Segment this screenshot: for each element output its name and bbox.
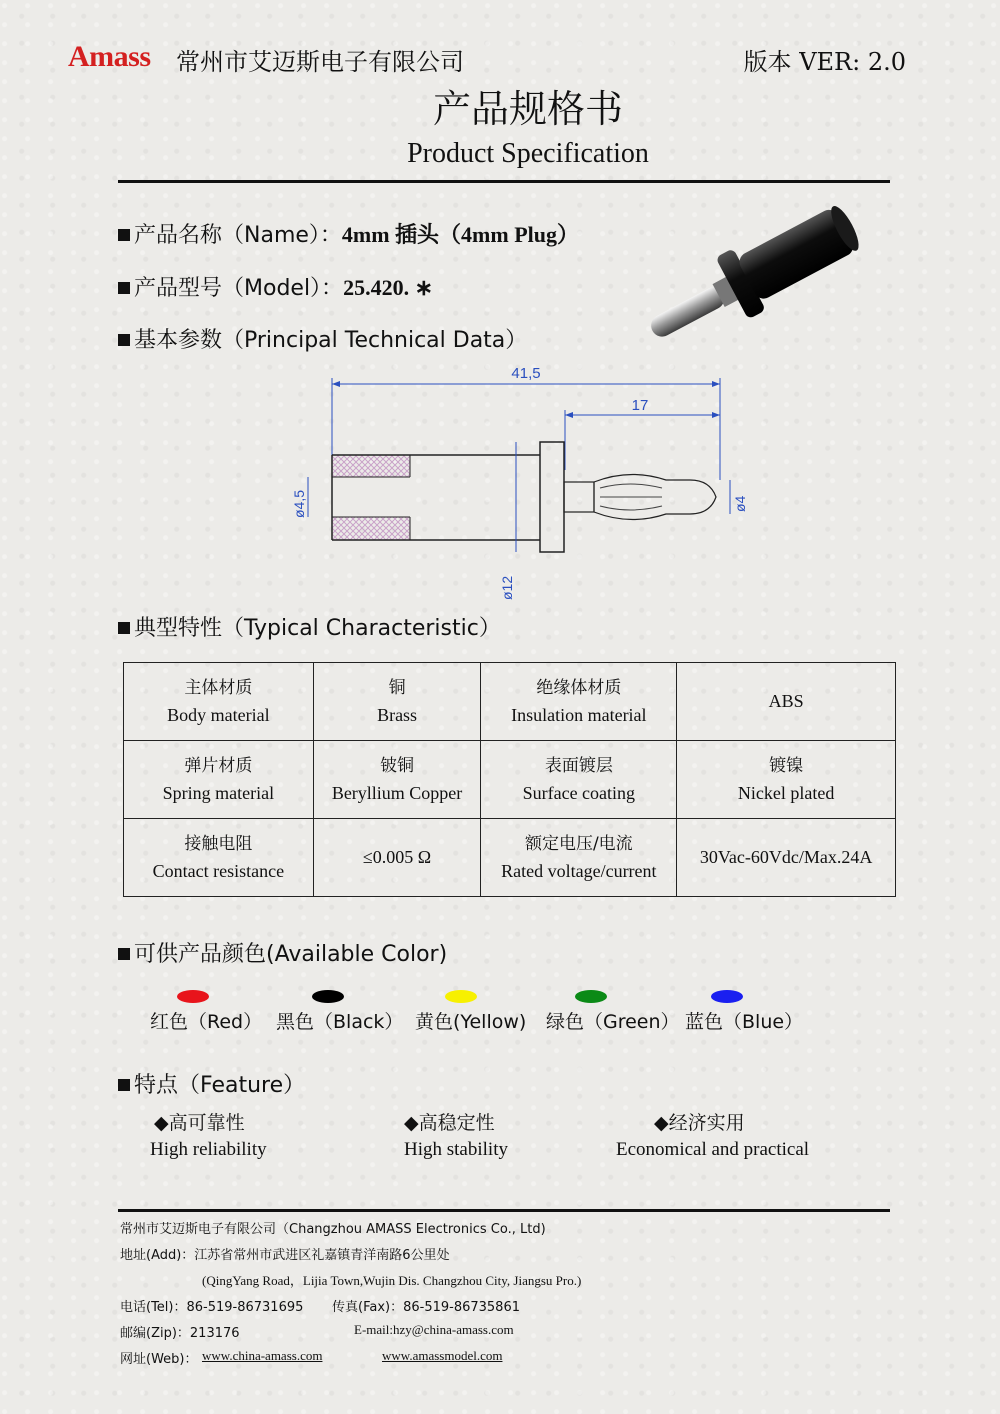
- product-name-value: 4mm 插头（4mm Plug）: [341, 222, 579, 247]
- table-row: [124, 819, 896, 897]
- bullet-square-icon: [118, 282, 130, 294]
- footer-divider: [118, 1209, 890, 1212]
- bullet-square-icon: [118, 1079, 130, 1091]
- product-name-row: [118, 218, 579, 249]
- spec-table: [123, 662, 896, 897]
- technical-drawing: [290, 360, 760, 610]
- table-cell: ABS: [677, 663, 896, 741]
- color-option-black: [276, 990, 403, 1034]
- color-label: 黄色(Yellow): [415, 1011, 527, 1033]
- version-label: 版本 VER: 2.0: [743, 48, 906, 76]
- product-name-label: 产品名称（Name）：: [134, 223, 342, 248]
- dim-total-label: 41,5: [511, 365, 541, 382]
- colors-label: 可供产品颜色(Available Color): [134, 942, 448, 967]
- bullet-square-icon: [118, 334, 130, 346]
- color-option-green: [546, 990, 680, 1034]
- footer-address: 地址(Add)：江苏省常州市武进区礼嘉镇青洋南路6公里处: [120, 1248, 450, 1263]
- colors-heading: [118, 937, 447, 968]
- feature-en: Economical and practical: [616, 1139, 810, 1160]
- company-name: 常州市艾迈斯电子有限公司: [176, 48, 464, 76]
- yellow-swatch-icon: [445, 990, 477, 1003]
- footer-email[interactable]: E-mail:hzy@china-amass.com: [354, 1322, 514, 1337]
- dim-pin-label: 17: [631, 397, 649, 414]
- table-cell: 铜 Brass: [313, 663, 481, 741]
- feature-label: 特点（Feature）: [134, 1073, 306, 1098]
- page-title-en: Product Specification: [407, 138, 649, 169]
- principal-data-heading: [118, 323, 527, 354]
- footer-address-en: (QingYang Road，Lijia Town,Wujin Dis. Changzhou City, Jiangsu Pro.): [202, 1273, 582, 1288]
- bullet-square-icon: [118, 229, 130, 241]
- black-swatch-icon: [312, 990, 344, 1003]
- table-cell: 绝缘体材质 Insulation material: [481, 663, 677, 741]
- bullet-square-icon: [118, 622, 130, 634]
- color-option-yellow: [415, 990, 526, 1034]
- color-option-blue: [685, 990, 803, 1034]
- feature-item: [404, 1108, 508, 1161]
- red-swatch-icon: [177, 990, 209, 1003]
- color-label: 红色（Red）: [150, 1011, 263, 1033]
- table-cell: ≤0.005 Ω: [313, 819, 481, 897]
- table-cell: 弹片材质 Spring material: [124, 741, 314, 819]
- feature-en: High stability: [404, 1139, 508, 1160]
- blue-swatch-icon: [711, 990, 743, 1003]
- table-cell: 额定电压/电流 Rated voltage/current: [481, 819, 677, 897]
- bullet-square-icon: [118, 948, 130, 960]
- color-label: 蓝色（Blue）: [685, 1011, 804, 1033]
- footer-web: 网址(Web)：: [120, 1352, 198, 1367]
- page-title-cn: 产品规格书: [432, 87, 623, 131]
- typical-heading: [118, 611, 501, 642]
- website-link-1[interactable]: www.china-amass.com: [202, 1348, 323, 1363]
- color-label: 黑色（Black）: [276, 1011, 404, 1033]
- footer-tel: 电话(Tel)：86-519-86731695: [120, 1300, 304, 1315]
- product-model-value: 25.420. ∗: [343, 275, 433, 300]
- website-link-2[interactable]: www.amassmodel.com: [382, 1348, 503, 1363]
- principal-data-label: 基本参数（Principal Technical Data）: [134, 328, 528, 353]
- feature-heading: [118, 1068, 305, 1099]
- footer-fax: 传真(Fax)：86-519-86735861: [332, 1300, 520, 1315]
- feature-cn: ◆高可靠性: [154, 1112, 245, 1134]
- table-cell: 接触电阻 Contact resistance: [124, 819, 314, 897]
- footer-company: 常州市艾迈斯电子有限公司（Changzhou AMASS Electronics Co., Ltd): [120, 1222, 546, 1237]
- dim-flange-label: ø12: [499, 575, 515, 600]
- feature-en: High reliability: [150, 1139, 267, 1160]
- feature-cn: ◆经济实用: [654, 1112, 745, 1134]
- header-divider: [118, 180, 890, 183]
- feature-cn: ◆高稳定性: [404, 1112, 495, 1134]
- dim-pin-dia-label: ø4: [732, 495, 748, 512]
- table-cell: 30Vac-60Vdc/Max.24A: [677, 819, 896, 897]
- color-options: [150, 990, 850, 1040]
- table-cell: 镀镍 Nickel plated: [677, 741, 896, 819]
- table-cell: 铍铜 Beryllium Copper: [313, 741, 481, 819]
- table-cell: 主体材质 Body material: [124, 663, 314, 741]
- color-option-red: [150, 990, 262, 1034]
- dim-bore-label: ø4,5: [291, 489, 307, 518]
- feature-item: [616, 1108, 809, 1161]
- table-cell: 表面镀层 Surface coating: [481, 741, 677, 819]
- brand-logo: Amass: [68, 40, 151, 73]
- table-row: [124, 663, 896, 741]
- product-model-row: [118, 271, 433, 302]
- typical-label: 典型特性（Typical Characteristic）: [134, 616, 501, 641]
- table-row: [124, 741, 896, 819]
- footer-zip: 邮编(Zip)：213176: [120, 1326, 240, 1341]
- color-label: 绿色（Green）: [546, 1011, 680, 1033]
- plug-photo: [620, 200, 880, 360]
- product-model-label: 产品型号（Model）：: [134, 276, 344, 301]
- green-swatch-icon: [575, 990, 607, 1003]
- feature-item: [150, 1108, 267, 1161]
